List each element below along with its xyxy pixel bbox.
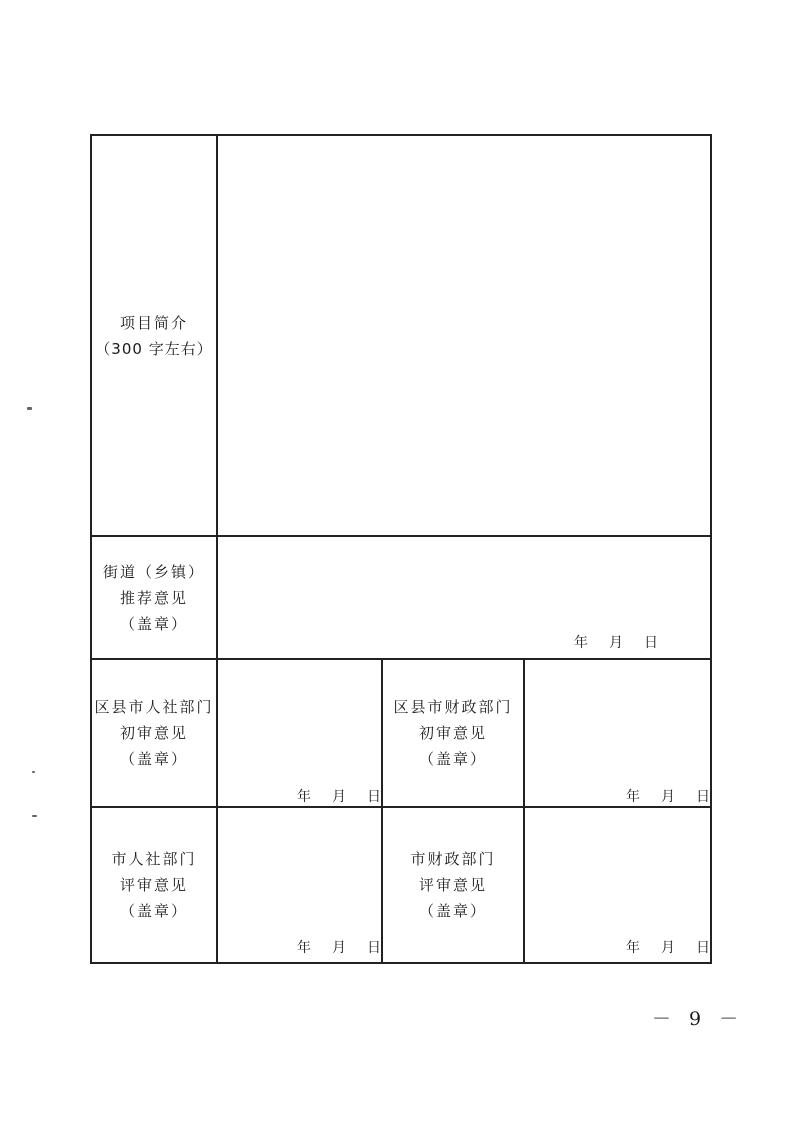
street-recommendation-label: [92, 537, 216, 658]
label-line: 市财政部门: [410, 850, 496, 868]
date-year: 年: [626, 789, 641, 805]
table-border-bottom: [90, 962, 712, 964]
date-month: 月: [661, 789, 676, 805]
label-line: （盖章）: [119, 902, 188, 920]
label-line: （盖章）: [418, 750, 487, 768]
date-month: 月: [332, 789, 347, 805]
label-line: （盖章）: [119, 614, 188, 633]
scan-speck: [27, 407, 32, 410]
district-finance-date: [626, 786, 711, 806]
district-hr-label: [92, 660, 216, 806]
label-line: 评审意见: [119, 876, 188, 894]
label-line: 区县市人社部门: [94, 698, 214, 716]
date-month: 月: [661, 940, 676, 956]
city-hr-label: [92, 808, 216, 962]
date-year: 年: [297, 940, 312, 956]
label-line: 市人社部门: [111, 850, 197, 868]
label-line: 初审意见: [119, 724, 188, 742]
district-finance-opinion-field[interactable]: [525, 660, 710, 806]
project-intro-label: [92, 136, 216, 535]
date-year: 年: [574, 635, 589, 651]
date-day: 日: [644, 635, 659, 651]
label-line: （盖章）: [119, 750, 188, 768]
date-day: 日: [696, 940, 711, 956]
project-intro-field[interactable]: [218, 136, 710, 535]
page-number: － 9 －: [652, 1008, 745, 1030]
date-day: 日: [367, 789, 382, 805]
date-day: 日: [367, 940, 382, 956]
label-line: （300 字左右）: [95, 339, 213, 358]
label-line: 项目简介: [119, 313, 188, 332]
table-border-right: [710, 134, 712, 964]
district-finance-label: [383, 660, 523, 806]
date-year: 年: [297, 789, 312, 805]
city-finance-date: [626, 937, 711, 957]
street-date: [574, 632, 659, 652]
city-hr-date: [297, 937, 382, 957]
district-hr-date: [297, 786, 382, 806]
label-line: 初审意见: [418, 724, 487, 742]
scan-speck: [32, 815, 37, 817]
date-month: 月: [609, 635, 624, 651]
label-line: 区县市财政部门: [393, 698, 513, 716]
date-year: 年: [626, 940, 641, 956]
scan-speck: [32, 771, 35, 773]
label-line: 街道（乡镇）: [102, 562, 205, 581]
label-line: 评审意见: [418, 876, 487, 894]
district-hr-opinion-field[interactable]: [218, 660, 381, 806]
city-finance-label: [383, 808, 523, 962]
date-month: 月: [332, 940, 347, 956]
date-day: 日: [696, 789, 711, 805]
label-line: 推荐意见: [119, 588, 188, 607]
label-line: （盖章）: [418, 902, 487, 920]
